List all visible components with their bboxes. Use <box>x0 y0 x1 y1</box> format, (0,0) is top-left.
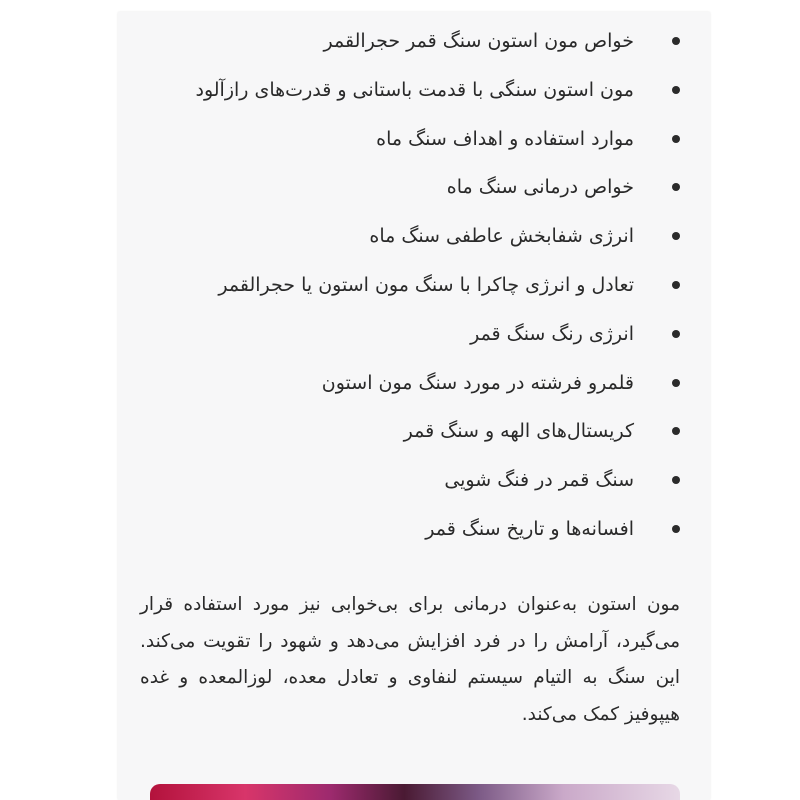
bullet-icon <box>672 379 680 387</box>
toc-item[interactable] <box>195 416 680 465</box>
bullet-icon <box>672 525 680 533</box>
bullet-icon <box>672 183 680 191</box>
toc-item-label[interactable]: مون استون سنگی با قدمت باستانی و قدرت‌های رازآلود <box>195 78 634 101</box>
bullet-icon <box>672 330 680 338</box>
toc-item-label[interactable]: تعادل و انرژی چاکرا با سنگ مون استون یا حجرالقمر <box>218 273 634 296</box>
bullet-icon <box>672 476 680 484</box>
article-image <box>150 784 680 800</box>
toc-item-label[interactable]: خواص مون استون سنگ قمر حجرالقمر <box>323 30 634 52</box>
toc-item[interactable] <box>195 319 680 368</box>
article-paragraph: مون استون به‌عنوان درمانی برای بی‌خوابی نیز مورد استفاده قرار می‌گیرد، آرامش را در فرد افزایش می‌دهد و شهود را تقویت می‌کند. این سنگ به التیام سیستم لنفاوی و تعادل معده، لوزالمعده و غده هیپوفیز کمک می‌کند. <box>140 594 680 725</box>
table-of-contents <box>195 26 680 563</box>
bullet-icon <box>672 427 680 435</box>
toc-item-label[interactable]: انرژی رنگ سنگ قمر <box>470 322 634 345</box>
toc-item-label[interactable]: خواص درمانی سنگ ماه <box>446 176 634 199</box>
toc-item-label[interactable]: انرژی شفابخش عاطفی سنگ ماه <box>369 225 634 248</box>
bullet-icon <box>672 135 680 143</box>
toc-item-label[interactable]: سنگ قمر در فنگ شویی <box>444 469 634 492</box>
bullet-icon <box>672 86 680 94</box>
bullet-icon <box>672 281 680 289</box>
toc-item-label[interactable]: کریستال‌های الهه و سنگ قمر <box>403 420 634 443</box>
bullet-icon <box>672 232 680 240</box>
article-content <box>118 12 710 800</box>
toc-item[interactable] <box>195 514 680 563</box>
toc-item[interactable] <box>195 465 680 514</box>
toc-item-label[interactable]: موارد استفاده و اهداف سنگ ماه <box>376 127 634 150</box>
bullet-icon <box>672 37 680 45</box>
toc-item[interactable] <box>195 172 680 221</box>
toc-item[interactable] <box>195 26 680 75</box>
toc-item[interactable] <box>195 124 680 173</box>
toc-item[interactable] <box>195 75 680 124</box>
toc-item-label[interactable]: قلمرو فرشته در مورد سنگ مون استون <box>321 371 634 394</box>
toc-item[interactable] <box>195 221 680 270</box>
toc-item-label[interactable]: افسانه‌ها و تاریخ سنگ قمر <box>425 517 634 540</box>
toc-item[interactable] <box>195 270 680 319</box>
toc-item[interactable] <box>195 368 680 417</box>
